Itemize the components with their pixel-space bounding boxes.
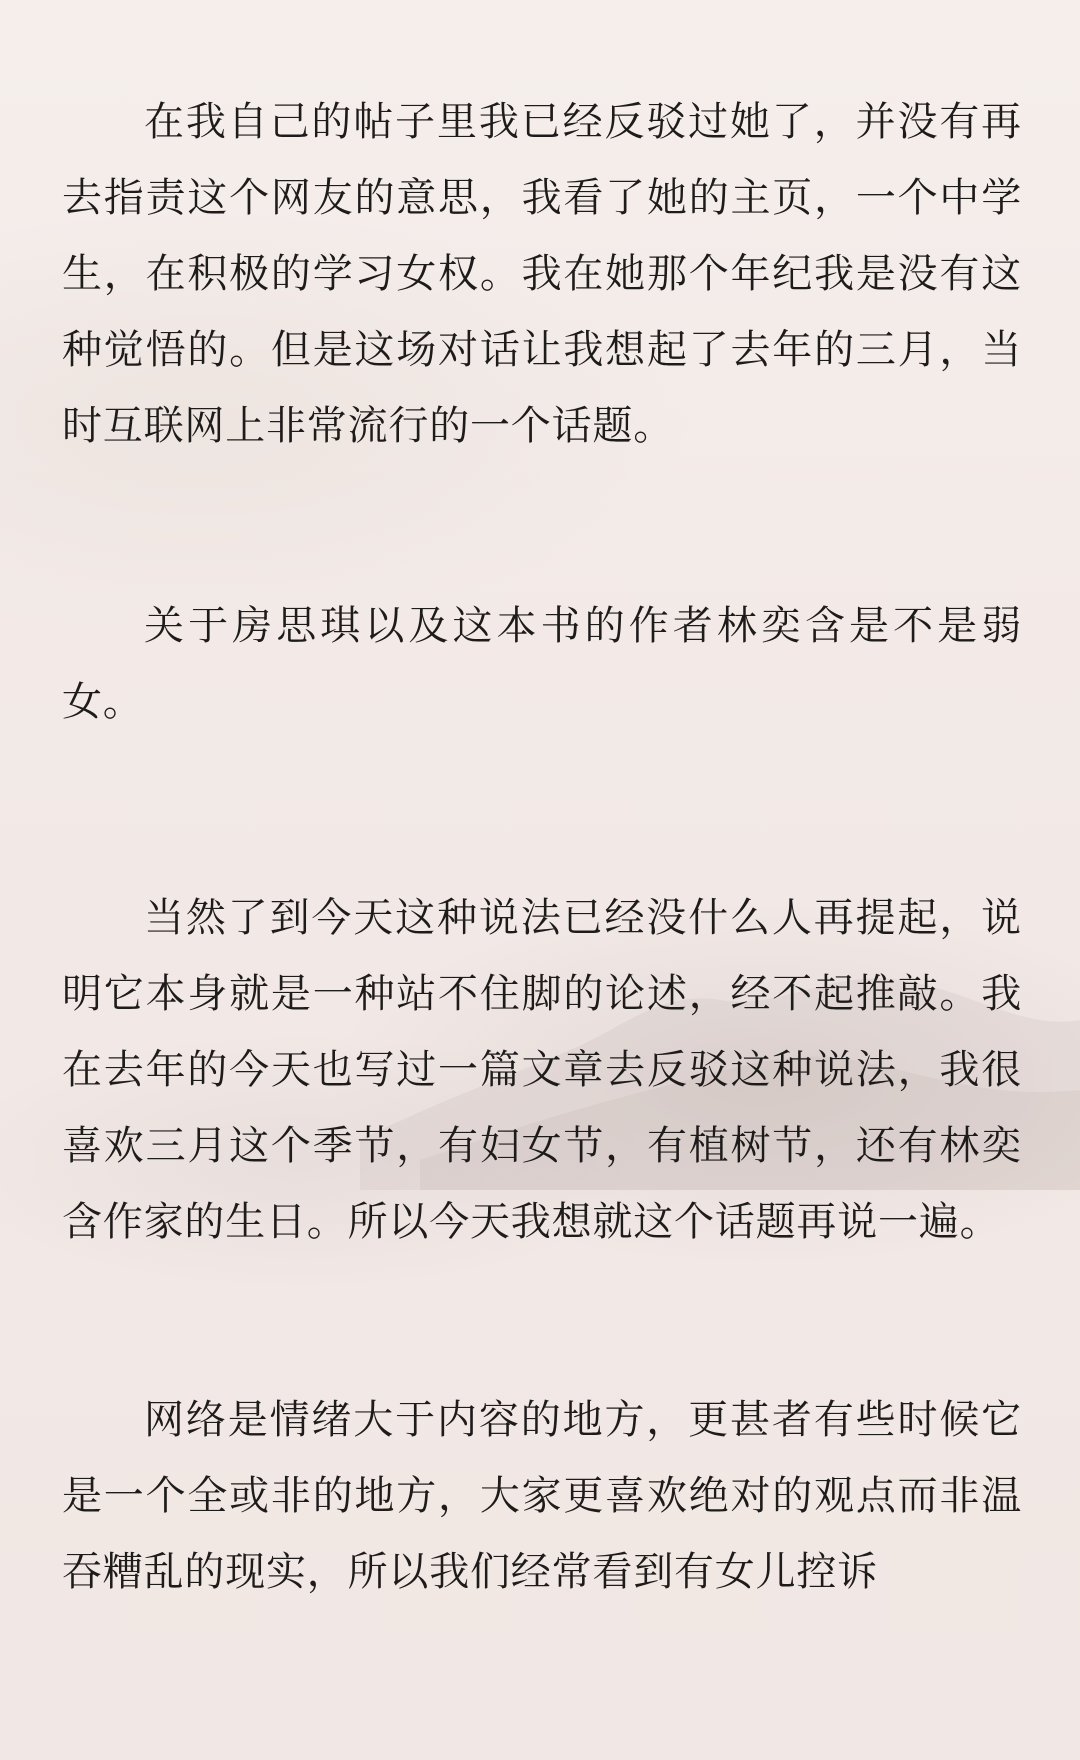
paragraph-spacer [62, 740, 1022, 880]
article-body [62, 84, 1022, 1610]
paragraph-3: 当然了到今天这种说法已经没什么人再提起，说明它本身就是一种站不住脚的论述，经不起推敲。我在去年的今天也写过一篇文章去反驳这种说法，我很喜欢三月这个季节，有妇女节，有植树节，还有林奕含作家的生日。所以今天我想就这个话题再说一遍。 [62, 895, 1022, 1245]
paragraph-spacer [62, 1260, 1022, 1382]
paragraph-4: 网络是情绪大于内容的地方，更甚者有些时候它是一个全或非的地方，大家更喜欢绝对的观点而非温吞糟乱的现实，所以我们经常看到有女儿控诉 [62, 1397, 1022, 1595]
paragraph-2: 关于房思琪以及这本书的作者林奕含是不是弱女。 [62, 603, 1022, 725]
paragraph-spacer [62, 464, 1022, 588]
paragraph-1: 在我自己的帖子里我已经反驳过她了，并没有再去指责这个网友的意思，我看了她的主页，一个中学生，在积极的学习女权。我在她那个年纪我是没有这种觉悟的。但是这场对话让我想起了去年的三月，当时互联网上非常流行的一个话题。 [62, 99, 1022, 449]
